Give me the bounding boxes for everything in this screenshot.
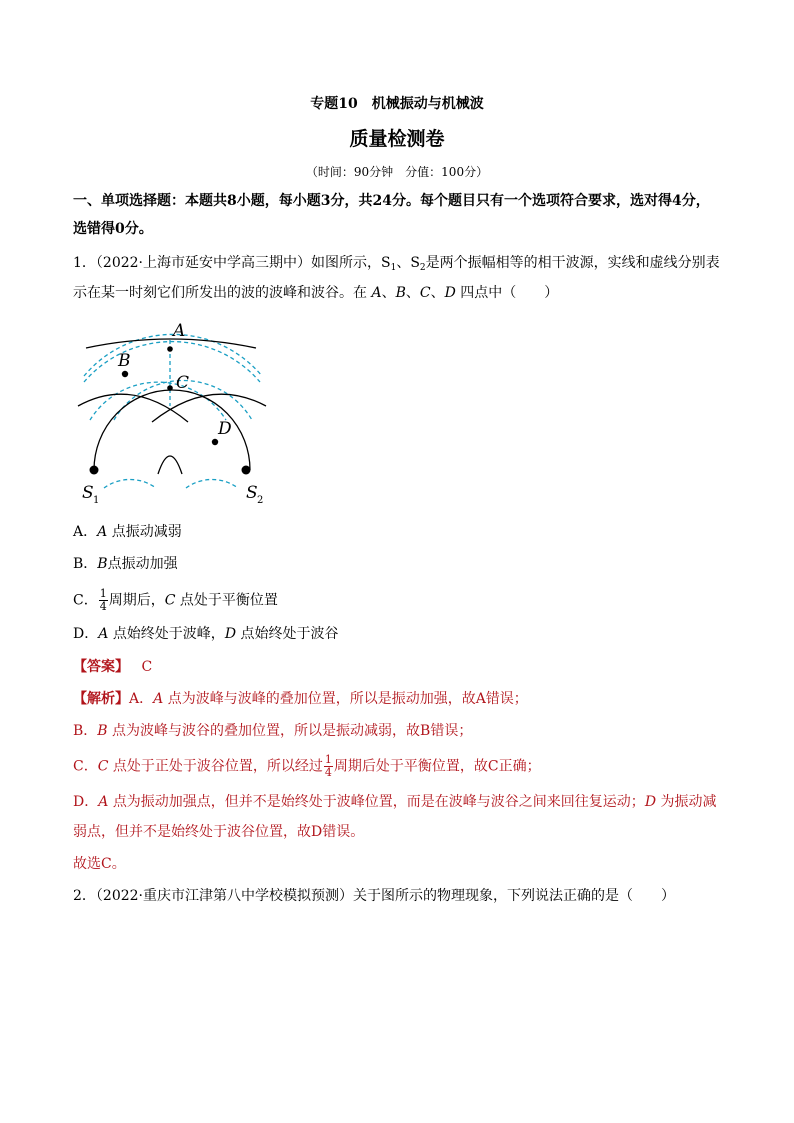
q1-option-d	[73, 624, 723, 644]
q1-number: 1．	[73, 255, 96, 271]
variable: D	[224, 626, 237, 642]
q1-stem-text: （2022·上海市延安中学高三期中）如图所示，S	[95, 255, 391, 271]
variable: B	[97, 723, 108, 739]
q1-answer	[73, 657, 723, 677]
fraction	[99, 588, 108, 613]
fraction-numerator: 1	[99, 587, 107, 600]
variable: C	[97, 758, 109, 775]
point-b	[122, 371, 128, 377]
point-a	[167, 346, 173, 352]
label-s2: S	[246, 483, 258, 503]
q2-number: 2．	[73, 888, 96, 904]
q1-analysis-line4	[73, 792, 723, 812]
label-d: D	[218, 419, 232, 439]
q1-stem-text: 是两个振幅相等的相干波源，实线和虚线分别表	[425, 255, 720, 271]
separator: 、	[430, 285, 445, 301]
q1-analysis-line2	[73, 721, 723, 741]
option-prefix: A．	[73, 524, 98, 540]
variable: C	[164, 592, 176, 609]
answer-label: 【答案】	[73, 659, 129, 675]
q2-stem	[73, 886, 723, 906]
analysis-text: 点为波峰与波峰的叠加位置，所以是振动加强，故A错误；	[167, 691, 528, 707]
variable: B	[395, 285, 406, 301]
option-text: 点处于平衡位置	[179, 592, 278, 609]
q1-option-b	[73, 554, 723, 574]
option-text: 点始终处于波峰，	[112, 626, 225, 642]
option-prefix: C．	[73, 592, 98, 609]
variable: C	[419, 285, 431, 301]
variable: A	[153, 691, 164, 707]
option-prefix: D．	[73, 626, 99, 642]
q1-stem-text: 四点中（ ）	[460, 285, 559, 301]
analysis-text: 点处于正处于波谷位置，所以经过	[112, 758, 323, 775]
separator: 、	[381, 285, 396, 301]
analysis-text: 点为波峰与波谷的叠加位置，所以是振动减弱，故B错误；	[112, 723, 473, 739]
analysis-prefix: C．	[73, 758, 98, 775]
analysis-prefix: B．	[73, 723, 98, 739]
source-s1	[90, 466, 99, 475]
option-text: 点振动减弱	[111, 524, 182, 540]
trough-arc-inner-s1	[90, 382, 226, 420]
trough-arc-small-s1	[104, 479, 156, 488]
variable: B	[97, 556, 108, 572]
point-c	[167, 385, 173, 391]
analysis-text: 点为振动加强点，但并不是始终处于波峰位置，而是在波峰与波谷之间来回往复运动；	[112, 794, 645, 810]
q1-analysis-line1	[73, 689, 723, 709]
variable: A	[371, 285, 382, 301]
analysis-prefix: A．	[129, 691, 154, 707]
subscript: 2	[419, 263, 426, 273]
wave-interference-figure	[70, 318, 280, 510]
point-d	[212, 439, 218, 445]
analysis-text: 周期后处于平衡位置，故C正确；	[333, 758, 541, 775]
analysis-prefix: D．	[73, 794, 99, 810]
q1-conclusion: 故选C。	[73, 856, 126, 872]
analysis-text: 为振动减	[660, 794, 717, 810]
q1-analysis-line5: 弱点，但并不是始终处于波谷位置，故D错误。	[73, 824, 365, 840]
q1-stem-line1	[73, 253, 723, 278]
label-s1: S	[82, 483, 94, 503]
option-text: 点始终处于波谷	[240, 626, 339, 642]
analysis-label: 【解析】	[73, 691, 129, 707]
page-title: 质量检测卷	[349, 128, 445, 150]
q1-analysis-line3	[73, 754, 723, 779]
subscript: 1	[390, 263, 397, 273]
variable: D	[444, 285, 456, 301]
separator: 、	[405, 285, 420, 301]
fraction-denominator: 4	[99, 600, 107, 613]
variable: A	[97, 524, 108, 540]
variable: A	[98, 794, 109, 810]
label-s2-subscript: 2	[257, 495, 264, 506]
variable: D	[644, 794, 657, 810]
trough-arc-small-s2	[186, 479, 238, 488]
q1-stem-text: 示在某一时刻它们所发出的波的波峰和波谷。在	[73, 285, 367, 301]
q1-option-c	[73, 588, 723, 613]
section-instructions-line2: 选错得0分。	[73, 221, 153, 237]
label-a: A	[173, 321, 186, 341]
q2-stem-text: （2022·重庆市江津第八中学校模拟预测）关于图所示的物理现象，下列说法正确的是（ ）	[95, 888, 675, 904]
fraction	[324, 754, 333, 779]
variable: A	[98, 626, 109, 642]
label-s1-subscript: 1	[93, 495, 100, 506]
fraction-denominator: 4	[324, 766, 332, 779]
fraction-numerator: 1	[324, 753, 332, 766]
label-b: B	[118, 351, 131, 371]
option-text: 点振动加强	[107, 556, 178, 572]
section-instructions-line1: 一、单项选择题：本题共8小题，每小题3分，共24分。每个题目只有一个选项符合要求，选对得4分，	[73, 193, 710, 209]
source-s2	[242, 466, 251, 475]
exam-info: （时间：90分钟 分值：100分）	[305, 165, 489, 179]
q1-option-a	[73, 522, 723, 542]
crest-arc-small	[158, 456, 182, 474]
option-prefix: B．	[73, 556, 98, 572]
q1-stem-text: 、S	[396, 255, 420, 271]
answer-value: C	[141, 659, 153, 675]
label-c: C	[176, 373, 190, 393]
subject-heading: 专题10 机械振动与机械波	[310, 96, 484, 112]
option-text: 周期后，	[108, 592, 165, 609]
q1-stem-line2	[73, 283, 723, 303]
